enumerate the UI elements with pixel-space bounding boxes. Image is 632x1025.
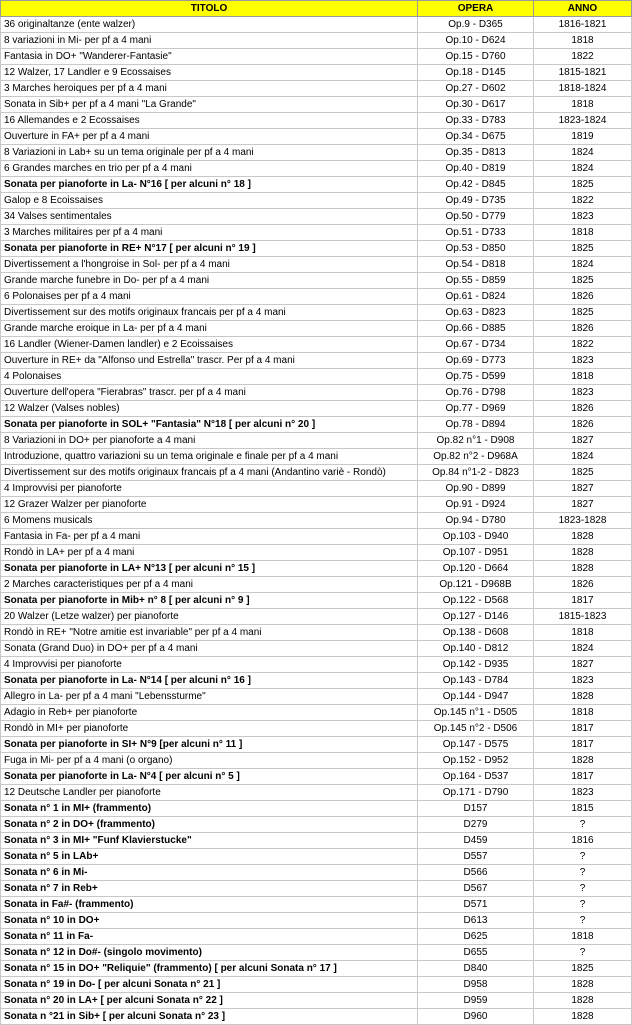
table-row bbox=[1, 385, 632, 401]
opus-cell: D459 bbox=[418, 833, 534, 849]
opus-cell: Op.55 - D859 bbox=[418, 273, 534, 289]
year-cell: 1817 bbox=[534, 721, 632, 737]
year-cell: 1818 bbox=[534, 33, 632, 49]
title-cell: 16 Allemandes e 2 Ecossaises bbox=[1, 113, 418, 129]
title-cell: 8 Variazioni in Lab+ su un tema originale per pf a 4 mani bbox=[1, 145, 418, 161]
title-cell: 34 Valses sentimentales bbox=[1, 209, 418, 225]
opus-cell: Op.121 - D968B bbox=[418, 577, 534, 593]
title-cell: 12 Walzer (Valses nobles) bbox=[1, 401, 418, 417]
opus-cell: Op.27 - D602 bbox=[418, 81, 534, 97]
opus-cell: Op.50 - D779 bbox=[418, 209, 534, 225]
title-cell: 3 Marches heroiques per pf a 4 mani bbox=[1, 81, 418, 97]
table-row bbox=[1, 785, 632, 801]
table-body bbox=[1, 17, 632, 1025]
year-cell: 1823-1824 bbox=[534, 113, 632, 129]
table-row bbox=[1, 625, 632, 641]
title-cell: Sonata n° 11 in Fa- bbox=[1, 929, 418, 945]
year-cell: 1824 bbox=[534, 257, 632, 273]
year-cell: 1828 bbox=[534, 977, 632, 993]
table-row bbox=[1, 689, 632, 705]
table-row bbox=[1, 705, 632, 721]
year-cell: 1824 bbox=[534, 145, 632, 161]
year-cell: ? bbox=[534, 913, 632, 929]
year-cell: 1828 bbox=[534, 561, 632, 577]
title-cell: Rondò in LA+ per pf a 4 mani bbox=[1, 545, 418, 561]
title-cell: 4 Improvvisi per pianoforte bbox=[1, 481, 418, 497]
opus-cell: Op.54 - D818 bbox=[418, 257, 534, 273]
year-cell: 1828 bbox=[534, 753, 632, 769]
year-cell: 1826 bbox=[534, 289, 632, 305]
title-cell: Sonata n° 1 in MI+ (frammento) bbox=[1, 801, 418, 817]
title-cell: 8 Variazioni in DO+ per pianoforte a 4 mani bbox=[1, 433, 418, 449]
opus-cell: Op.66 - D885 bbox=[418, 321, 534, 337]
title-cell: Sonata n° 7 in Reb+ bbox=[1, 881, 418, 897]
table-row bbox=[1, 321, 632, 337]
opus-cell: Op.120 - D664 bbox=[418, 561, 534, 577]
table-row bbox=[1, 113, 632, 129]
table-row bbox=[1, 305, 632, 321]
title-cell: Galop e 8 Ecoissaises bbox=[1, 193, 418, 209]
opus-cell: Op.94 - D780 bbox=[418, 513, 534, 529]
table-row bbox=[1, 417, 632, 433]
title-cell: Ouverture in FA+ per pf a 4 mani bbox=[1, 129, 418, 145]
year-cell: 1817 bbox=[534, 593, 632, 609]
opus-cell: Op.78 - D894 bbox=[418, 417, 534, 433]
opus-cell: D557 bbox=[418, 849, 534, 865]
table-row bbox=[1, 1009, 632, 1025]
table-row bbox=[1, 593, 632, 609]
title-cell: Adagio in Reb+ per pianoforte bbox=[1, 705, 418, 721]
table-row bbox=[1, 17, 632, 33]
opus-cell: Op.142 - D935 bbox=[418, 657, 534, 673]
table-row bbox=[1, 529, 632, 545]
title-cell: Sonata per pianoforte in RE+ N°17 [ per alcuni n° 19 ] bbox=[1, 241, 418, 257]
year-cell: ? bbox=[534, 849, 632, 865]
year-cell: ? bbox=[534, 897, 632, 913]
table-row bbox=[1, 97, 632, 113]
year-cell: ? bbox=[534, 881, 632, 897]
opus-cell: Op.171 - D790 bbox=[418, 785, 534, 801]
title-cell: Sonata per pianoforte in SOL+ "Fantasia" N°18 [ per alcuni n° 20 ] bbox=[1, 417, 418, 433]
title-cell: 6 Polonaises per pf a 4 mani bbox=[1, 289, 418, 305]
title-cell: 12 Walzer, 17 Landler e 9 Ecossaises bbox=[1, 65, 418, 81]
year-cell: 1823 bbox=[534, 785, 632, 801]
opus-cell: Op.84 n°1-2 - D823 bbox=[418, 465, 534, 481]
opus-cell: Op.122 - D568 bbox=[418, 593, 534, 609]
table-row bbox=[1, 449, 632, 465]
title-cell: 3 Marches militaires per pf a 4 mani bbox=[1, 225, 418, 241]
title-cell: Divertissement sur des motifs originaux francais pf a 4 mani (Andantino variè - Rondò) bbox=[1, 465, 418, 481]
title-cell: Sonata n °21 in Sib+ [ per alcuni Sonata n° 23 ] bbox=[1, 1009, 418, 1025]
title-cell: Grande marche eroique in La- per pf a 4 mani bbox=[1, 321, 418, 337]
opus-cell: D567 bbox=[418, 881, 534, 897]
title-cell: Sonata in Fa#- (frammento) bbox=[1, 897, 418, 913]
title-cell: 8 variazioni in Mi- per pf a 4 mani bbox=[1, 33, 418, 49]
opus-cell: D960 bbox=[418, 1009, 534, 1025]
title-cell: Sonata (Grand Duo) in DO+ per pf a 4 mani bbox=[1, 641, 418, 657]
year-cell: 1818 bbox=[534, 625, 632, 641]
title-cell: Sonata n° 3 in MI+ "Funf Klavierstucke" bbox=[1, 833, 418, 849]
title-cell: 12 Deutsche Landler per pianoforte bbox=[1, 785, 418, 801]
title-cell: 6 Grandes marches en trio per pf a 4 mani bbox=[1, 161, 418, 177]
table-row bbox=[1, 369, 632, 385]
table-row bbox=[1, 657, 632, 673]
table-row bbox=[1, 993, 632, 1009]
title-cell: 4 Polonaises bbox=[1, 369, 418, 385]
opus-cell: D959 bbox=[418, 993, 534, 1009]
year-cell: 1818 bbox=[534, 369, 632, 385]
table-row bbox=[1, 289, 632, 305]
opus-cell: D157 bbox=[418, 801, 534, 817]
opus-cell: Op.40 - D819 bbox=[418, 161, 534, 177]
table-row bbox=[1, 945, 632, 961]
table-row bbox=[1, 513, 632, 529]
table-row bbox=[1, 865, 632, 881]
year-cell: 1824 bbox=[534, 161, 632, 177]
title-cell: 36 originaltanze (ente walzer) bbox=[1, 17, 418, 33]
year-cell: 1825 bbox=[534, 241, 632, 257]
table-row bbox=[1, 545, 632, 561]
opus-cell: D958 bbox=[418, 977, 534, 993]
opus-cell: Op.63 - D823 bbox=[418, 305, 534, 321]
year-cell: 1818 bbox=[534, 929, 632, 945]
table-row bbox=[1, 65, 632, 81]
opus-cell: D840 bbox=[418, 961, 534, 977]
opus-cell: Op.10 - D624 bbox=[418, 33, 534, 49]
table-row bbox=[1, 929, 632, 945]
title-cell: 12 Grazer Walzer per pianoforte bbox=[1, 497, 418, 513]
opus-cell: Op.15 - D760 bbox=[418, 49, 534, 65]
year-cell: ? bbox=[534, 945, 632, 961]
title-cell: 16 Landler (Wiener-Damen landler) e 2 Ecoissaises bbox=[1, 337, 418, 353]
title-cell: Ouverture dell'opera "Fierabras" trascr. per pf a 4 mani bbox=[1, 385, 418, 401]
table-row bbox=[1, 49, 632, 65]
year-cell: ? bbox=[534, 865, 632, 881]
title-cell: Sonata per pianoforte in Mib+ n° 8 [ per alcuni n° 9 ] bbox=[1, 593, 418, 609]
table-row bbox=[1, 273, 632, 289]
year-cell: 1816 bbox=[534, 833, 632, 849]
title-cell: Sonata n° 10 in DO+ bbox=[1, 913, 418, 929]
table-row bbox=[1, 609, 632, 625]
opus-cell: D571 bbox=[418, 897, 534, 913]
opus-cell: Op.76 - D798 bbox=[418, 385, 534, 401]
table-row bbox=[1, 129, 632, 145]
header-row bbox=[1, 1, 632, 17]
opus-cell: D279 bbox=[418, 817, 534, 833]
year-cell: 1815 bbox=[534, 801, 632, 817]
table-row bbox=[1, 977, 632, 993]
table-row bbox=[1, 497, 632, 513]
title-cell: 4 Improvvisi per pianoforte bbox=[1, 657, 418, 673]
year-cell: 1816-1821 bbox=[534, 17, 632, 33]
table-row bbox=[1, 465, 632, 481]
opus-cell: Op.103 - D940 bbox=[418, 529, 534, 545]
table-row bbox=[1, 401, 632, 417]
opus-cell: Op.127 - D146 bbox=[418, 609, 534, 625]
opus-cell: Op.164 - D537 bbox=[418, 769, 534, 785]
year-cell: 1825 bbox=[534, 465, 632, 481]
header-opera: OPERA bbox=[418, 1, 534, 17]
table-row bbox=[1, 433, 632, 449]
year-cell: 1823 bbox=[534, 385, 632, 401]
opus-cell: D566 bbox=[418, 865, 534, 881]
table-row bbox=[1, 849, 632, 865]
opus-cell: Op.61 - D824 bbox=[418, 289, 534, 305]
opus-cell: Op.143 - D784 bbox=[418, 673, 534, 689]
title-cell: Divertissement sur des motifs originaux francais per pf a 4 mani bbox=[1, 305, 418, 321]
title-cell: Sonata per pianoforte in La- N°14 [ per alcuni n° 16 ] bbox=[1, 673, 418, 689]
opus-cell: Op.82 n°1 - D908 bbox=[418, 433, 534, 449]
title-cell: Sonata n° 5 in LAb+ bbox=[1, 849, 418, 865]
opus-cell: Op.140 - D812 bbox=[418, 641, 534, 657]
opus-cell: Op.49 - D735 bbox=[418, 193, 534, 209]
year-cell: ? bbox=[534, 817, 632, 833]
year-cell: 1823 bbox=[534, 353, 632, 369]
opus-cell: Op.144 - D947 bbox=[418, 689, 534, 705]
title-cell: 2 Marches caracteristiques per pf a 4 mani bbox=[1, 577, 418, 593]
opus-cell: Op.77 - D969 bbox=[418, 401, 534, 417]
year-cell: 1822 bbox=[534, 193, 632, 209]
year-cell: 1828 bbox=[534, 529, 632, 545]
year-cell: 1824 bbox=[534, 641, 632, 657]
title-cell: Allegro in La- per pf a 4 mani "Lebenssturme" bbox=[1, 689, 418, 705]
year-cell: 1825 bbox=[534, 305, 632, 321]
opus-cell: Op.107 - D951 bbox=[418, 545, 534, 561]
title-cell: Rondò in MI+ per pianoforte bbox=[1, 721, 418, 737]
opus-cell: Op.42 - D845 bbox=[418, 177, 534, 193]
table-row bbox=[1, 961, 632, 977]
title-cell: Sonata n° 19 in Do- [ per alcuni Sonata n° 21 ] bbox=[1, 977, 418, 993]
opus-cell: D613 bbox=[418, 913, 534, 929]
title-cell: Divertissement a l'hongroise in Sol- per pf a 4 mani bbox=[1, 257, 418, 273]
table-row bbox=[1, 721, 632, 737]
title-cell: Ouverture in RE+ da "Alfonso und Estrella" trascr. Per pf a 4 mani bbox=[1, 353, 418, 369]
opus-cell: D625 bbox=[418, 929, 534, 945]
year-cell: 1825 bbox=[534, 273, 632, 289]
opus-cell: Op.147 - D575 bbox=[418, 737, 534, 753]
year-cell: 1818-1824 bbox=[534, 81, 632, 97]
year-cell: 1823-1828 bbox=[534, 513, 632, 529]
opus-cell: D655 bbox=[418, 945, 534, 961]
table-row bbox=[1, 737, 632, 753]
opus-cell: Op.9 - D365 bbox=[418, 17, 534, 33]
opus-cell: Op.91 - D924 bbox=[418, 497, 534, 513]
year-cell: 1822 bbox=[534, 49, 632, 65]
title-cell: Sonata per pianoforte in La- N°16 [ per alcuni n° 18 ] bbox=[1, 177, 418, 193]
table-row bbox=[1, 81, 632, 97]
title-cell: Sonata per pianoforte in LA+ N°13 [ per alcuni n° 15 ] bbox=[1, 561, 418, 577]
title-cell: Sonata in Sib+ per pf a 4 mani "La Grande" bbox=[1, 97, 418, 113]
table-row bbox=[1, 881, 632, 897]
opus-cell: Op.53 - D850 bbox=[418, 241, 534, 257]
year-cell: 1823 bbox=[534, 673, 632, 689]
opus-cell: Op.82 n°2 - D968A bbox=[418, 449, 534, 465]
table-row bbox=[1, 193, 632, 209]
year-cell: 1826 bbox=[534, 417, 632, 433]
year-cell: 1825 bbox=[534, 177, 632, 193]
year-cell: 1828 bbox=[534, 993, 632, 1009]
title-cell: Fuga in Mi- per pf a 4 mani (o organo) bbox=[1, 753, 418, 769]
opus-cell: Op.69 - D773 bbox=[418, 353, 534, 369]
table-row bbox=[1, 257, 632, 273]
year-cell: 1822 bbox=[534, 337, 632, 353]
year-cell: 1817 bbox=[534, 737, 632, 753]
table-row bbox=[1, 833, 632, 849]
year-cell: 1828 bbox=[534, 545, 632, 561]
table-row bbox=[1, 673, 632, 689]
header-anno: ANNO bbox=[534, 1, 632, 17]
year-cell: 1815-1823 bbox=[534, 609, 632, 625]
opus-cell: Op.18 - D145 bbox=[418, 65, 534, 81]
year-cell: 1827 bbox=[534, 657, 632, 673]
table-row bbox=[1, 801, 632, 817]
title-cell: Sonata n° 12 in Do#- (singolo movimento) bbox=[1, 945, 418, 961]
title-cell: 20 Walzer (Letze walzer) per pianoforte bbox=[1, 609, 418, 625]
table-row bbox=[1, 753, 632, 769]
title-cell: Introduzione, quattro variazioni su un tema originale e finale per pf a 4 mani bbox=[1, 449, 418, 465]
table-row bbox=[1, 897, 632, 913]
year-cell: 1817 bbox=[534, 769, 632, 785]
year-cell: 1818 bbox=[534, 225, 632, 241]
title-cell: Fantasia in Fa- per pf a 4 mani bbox=[1, 529, 418, 545]
table-row bbox=[1, 817, 632, 833]
title-cell: Fantasia in DO+ "Wanderer-Fantasie" bbox=[1, 49, 418, 65]
table-row bbox=[1, 177, 632, 193]
table-row bbox=[1, 225, 632, 241]
table-row bbox=[1, 561, 632, 577]
table-row bbox=[1, 241, 632, 257]
table-row bbox=[1, 161, 632, 177]
title-cell: Sonata n° 6 in Mi- bbox=[1, 865, 418, 881]
year-cell: 1823 bbox=[534, 209, 632, 225]
opus-cell: Op.51 - D733 bbox=[418, 225, 534, 241]
opus-cell: Op.90 - D899 bbox=[418, 481, 534, 497]
opus-cell: Op.33 - D783 bbox=[418, 113, 534, 129]
year-cell: 1826 bbox=[534, 321, 632, 337]
table-row bbox=[1, 641, 632, 657]
year-cell: 1824 bbox=[534, 449, 632, 465]
year-cell: 1818 bbox=[534, 97, 632, 113]
opus-cell: Op.145 n°2 - D506 bbox=[418, 721, 534, 737]
title-cell: Sonata per pianoforte in SI+ N°9 [per alcuni n° 11 ] bbox=[1, 737, 418, 753]
table-row bbox=[1, 33, 632, 49]
opus-cell: Op.75 - D599 bbox=[418, 369, 534, 385]
year-cell: 1827 bbox=[534, 481, 632, 497]
year-cell: 1826 bbox=[534, 401, 632, 417]
year-cell: 1828 bbox=[534, 689, 632, 705]
opus-cell: Op.152 - D952 bbox=[418, 753, 534, 769]
title-cell: Sonata n° 15 in DO+ "Reliquie" (frammento) [ per alcuni Sonata n° 17 ] bbox=[1, 961, 418, 977]
opus-cell: Op.35 - D813 bbox=[418, 145, 534, 161]
table-row bbox=[1, 337, 632, 353]
opus-cell: Op.138 - D608 bbox=[418, 625, 534, 641]
opus-cell: Op.30 - D617 bbox=[418, 97, 534, 113]
table-row bbox=[1, 577, 632, 593]
year-cell: 1827 bbox=[534, 433, 632, 449]
title-cell: Grande marche funebre in Do- per pf a 4 mani bbox=[1, 273, 418, 289]
title-cell: Sonata n° 2 in DO+ (frammento) bbox=[1, 817, 418, 833]
year-cell: 1825 bbox=[534, 961, 632, 977]
year-cell: 1819 bbox=[534, 129, 632, 145]
title-cell: Sonata n° 20 in LA+ [ per alcuni Sonata n° 22 ] bbox=[1, 993, 418, 1009]
year-cell: 1826 bbox=[534, 577, 632, 593]
year-cell: 1818 bbox=[534, 705, 632, 721]
opus-cell: Op.34 - D675 bbox=[418, 129, 534, 145]
year-cell: 1827 bbox=[534, 497, 632, 513]
table-row bbox=[1, 913, 632, 929]
title-cell: Sonata per pianoforte in La- N°4 [ per alcuni n° 5 ] bbox=[1, 769, 418, 785]
table-row bbox=[1, 481, 632, 497]
opus-cell: Op.145 n°1 - D505 bbox=[418, 705, 534, 721]
year-cell: 1828 bbox=[534, 1009, 632, 1025]
header-titolo: TITOLO bbox=[1, 1, 418, 17]
table-row bbox=[1, 353, 632, 369]
table-row bbox=[1, 145, 632, 161]
table-row bbox=[1, 769, 632, 785]
title-cell: 6 Momens musicals bbox=[1, 513, 418, 529]
title-cell: Rondò in RE+ "Notre amitie est invariable" per pf a 4 mani bbox=[1, 625, 418, 641]
table-row bbox=[1, 209, 632, 225]
opus-cell: Op.67 - D734 bbox=[418, 337, 534, 353]
year-cell: 1815-1821 bbox=[534, 65, 632, 81]
